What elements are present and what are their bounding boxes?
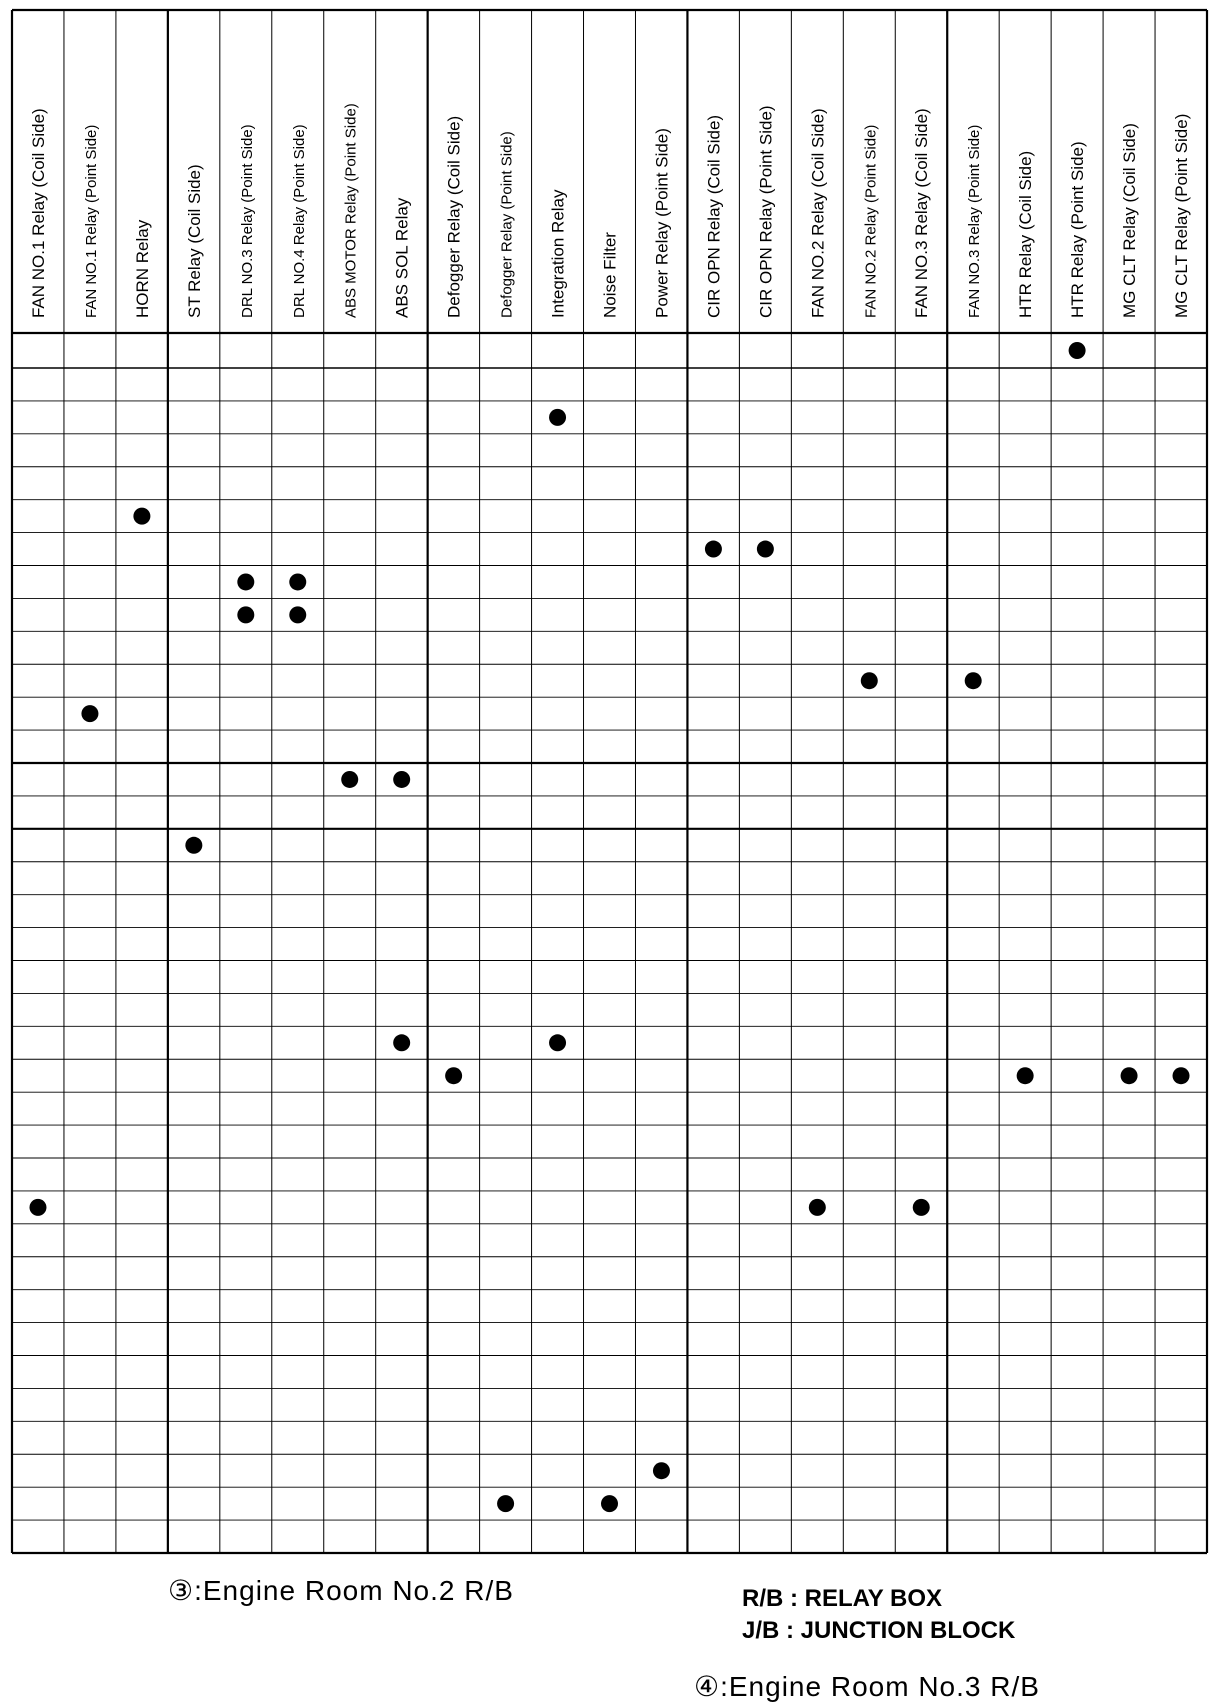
connection-dot — [237, 573, 254, 590]
connection-dot — [185, 837, 202, 854]
column-header-21: MG CLT Relay (Coil Side) — [1120, 123, 1140, 318]
connection-dot — [393, 1034, 410, 1051]
column-header-4: DRL NO.3 Relay (Point Side) — [238, 124, 256, 318]
connection-dot — [29, 1199, 46, 1216]
column-header-22: MG CLT Relay (Point Side) — [1172, 113, 1192, 318]
column-header-18: FAN NO.3 Relay (Point Side) — [966, 124, 984, 318]
connection-dot — [445, 1067, 462, 1084]
column-header-5: DRL NO.4 Relay (Point Side) — [290, 124, 308, 318]
connection-dot — [705, 541, 722, 558]
connection-dot — [1173, 1067, 1190, 1084]
column-header-3: ST Relay (Coil Side) — [184, 164, 204, 318]
connection-dot — [913, 1199, 930, 1216]
connection-dot — [497, 1495, 514, 1512]
column-header-8: Defogger Relay (Coil Side) — [444, 115, 464, 318]
connection-dot — [1069, 342, 1086, 359]
connection-dot — [861, 672, 878, 689]
legend-junction-block: J/B : JUNCTION BLOCK — [742, 1617, 1016, 1644]
connection-dot — [81, 705, 98, 722]
column-header-12: Power Relay (Point Side) — [652, 128, 672, 318]
connection-dot — [809, 1199, 826, 1216]
connection-dot — [549, 1034, 566, 1051]
connection-dot — [237, 606, 254, 623]
column-header-1: FAN NO.1 Relay (Point Side) — [82, 124, 100, 318]
column-header-9: Defogger Relay (Point Side) — [498, 131, 516, 318]
connection-dot — [133, 508, 150, 525]
column-header-13: CIR OPN Relay (Coil Side) — [704, 114, 724, 318]
connection-dot — [1017, 1067, 1034, 1084]
abbreviation-legend — [742, 1583, 1015, 1647]
connection-dot — [341, 771, 358, 788]
column-header-20: HTR Relay (Point Side) — [1068, 141, 1088, 318]
column-header-17: FAN NO.3 Relay (Coil Side) — [912, 108, 932, 318]
column-header-16: FAN NO.2 Relay (Point Side) — [862, 124, 880, 318]
connection-dot — [549, 409, 566, 426]
connection-dot — [601, 1495, 618, 1512]
column-header-0: FAN NO.1 Relay (Coil Side) — [28, 108, 48, 318]
column-header-15: FAN NO.2 Relay (Coil Side) — [808, 108, 828, 318]
legend-relay-box: R/B : RELAY BOX — [742, 1585, 943, 1612]
column-header-6: ABS MOTOR Relay (Point Side) — [342, 103, 360, 318]
column-header-7: ABS SOL Relay — [392, 197, 412, 318]
connection-dot — [289, 573, 306, 590]
engine-room-no2-rb-caption: ③:Engine Room No.2 R/B — [168, 1575, 514, 1606]
connection-dot — [757, 541, 774, 558]
column-header-2: HORN Relay — [132, 219, 152, 318]
column-header-11: Noise Filter — [600, 232, 620, 318]
connection-dot — [393, 771, 410, 788]
column-header-19: HTR Relay (Coil Side) — [1016, 150, 1036, 318]
connection-dot — [965, 672, 982, 689]
connection-dot — [1121, 1067, 1138, 1084]
connection-dot — [653, 1462, 670, 1479]
connection-dot — [289, 606, 306, 623]
column-header-10: Integration Relay — [548, 189, 568, 318]
column-header-14: CIR OPN Relay (Point Side) — [756, 105, 776, 318]
engine-room-no3-rb-caption: ④:Engine Room No.3 R/B — [694, 1671, 1040, 1702]
